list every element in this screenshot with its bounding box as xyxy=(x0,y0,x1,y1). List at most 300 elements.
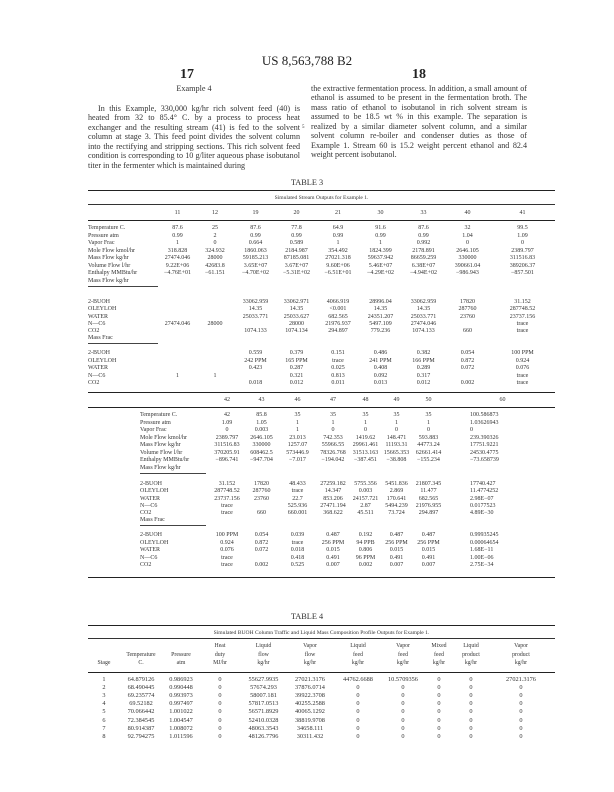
cell: 1 xyxy=(336,240,340,246)
cell: 87.6 xyxy=(418,225,429,231)
cell: 78326.768 xyxy=(320,449,346,456)
cell: 27471.194 xyxy=(320,502,346,509)
cell: 1.011596 xyxy=(169,732,193,740)
cell: 0 xyxy=(356,700,360,708)
cell: 0.487 xyxy=(421,532,436,538)
cell: −38.808 xyxy=(386,457,407,463)
cell xyxy=(195,327,235,335)
cell: 0.491 xyxy=(389,554,404,561)
cell: 3.65E+07 xyxy=(243,262,268,269)
cell: 5494.239 xyxy=(385,502,408,509)
column-number-right: 18 xyxy=(412,67,426,82)
cell: −4.94E+02 xyxy=(410,270,437,276)
cell: 30 xyxy=(377,210,384,216)
column-header xyxy=(162,643,200,650)
cell: 43 xyxy=(258,397,265,403)
cell: −4.70E+02 xyxy=(242,270,269,276)
cell: 0.018 xyxy=(290,547,305,554)
cell: 17751.9221 xyxy=(470,442,499,448)
cell: 0.418 xyxy=(290,554,305,561)
cell: 0.872 xyxy=(460,357,475,364)
column-header: Vapor xyxy=(514,643,528,649)
row-label: CO2 xyxy=(88,328,100,335)
cell: 25033.771 xyxy=(242,313,269,320)
row-label: WATER xyxy=(140,495,160,502)
cell: 0.013 xyxy=(373,380,388,386)
cell: 3.67E+07 xyxy=(284,262,309,269)
cell: 608462.5 xyxy=(250,449,273,456)
cell: 2646.105 xyxy=(250,434,273,441)
cell: 33062.959 xyxy=(242,299,269,305)
cell: 27259.182 xyxy=(320,481,346,487)
cell: 2646.105 xyxy=(456,247,479,254)
cell: 0 xyxy=(401,692,405,700)
column-header: atm xyxy=(176,660,186,666)
cell: 0.072 xyxy=(460,365,475,371)
cell: −7.017 xyxy=(289,457,306,463)
section-underline xyxy=(140,525,206,526)
cell: 165 PPM xyxy=(285,357,308,364)
table-row xyxy=(140,456,560,464)
cell: 33062.971 xyxy=(283,299,310,305)
cell: −6.51E+01 xyxy=(324,270,352,276)
block-divider-rule xyxy=(88,392,555,393)
cell: 0 xyxy=(356,716,360,724)
cell: 1.00E−06 xyxy=(470,554,494,561)
cell: 0.039 xyxy=(290,532,305,538)
cell: 330000 xyxy=(252,442,271,448)
cell: 0.487 xyxy=(389,532,404,538)
column-header: Vapor xyxy=(396,643,410,649)
cell: 24157.721 xyxy=(352,495,379,502)
cell: 0 xyxy=(437,700,441,708)
cell: 25033.627 xyxy=(283,313,310,320)
cell: 390661.04 xyxy=(454,262,481,269)
cell: trace xyxy=(221,502,233,509)
cell: 0.025 xyxy=(331,365,345,371)
cell: 55966.55 xyxy=(321,442,345,448)
cell: 40 xyxy=(464,210,471,216)
column-header xyxy=(88,643,120,650)
cell: 0 xyxy=(218,684,222,692)
row-label: 2-BUOH xyxy=(140,532,162,538)
cell: 0.072 xyxy=(254,547,269,554)
cell: 287760 xyxy=(458,306,477,313)
cell: 1.05 xyxy=(256,419,267,426)
row-label: Enthalpy MMBtu/hr xyxy=(88,270,138,276)
line-number: 5 xyxy=(302,125,305,130)
cell: 14.35 xyxy=(289,306,304,313)
row-label xyxy=(140,396,210,404)
cell: 59185.213 xyxy=(242,255,269,261)
row-label: WATER xyxy=(88,313,108,320)
cell: 287748.52 xyxy=(509,306,536,313)
cell: 324.932 xyxy=(205,247,225,254)
cell: 0 xyxy=(519,716,523,724)
header-rule xyxy=(88,220,555,221)
cell: 311516.83 xyxy=(509,255,536,261)
cell: 0 xyxy=(519,708,523,716)
cell: 0.0177523 xyxy=(470,502,496,509)
cell: 0 xyxy=(218,676,222,683)
cell: 46 xyxy=(294,397,301,403)
cell: 0 xyxy=(356,692,360,700)
column-header: Liquid xyxy=(463,643,479,649)
cell: 0.003 xyxy=(358,488,373,495)
cell: 287748.52 xyxy=(214,488,240,495)
cell: 39922.3708 xyxy=(295,692,325,700)
cell: 0 xyxy=(469,716,473,724)
cell: 60 xyxy=(499,397,506,403)
cell: 33062.959 xyxy=(410,299,437,305)
cell: 0.151 xyxy=(331,350,345,356)
cell: 0.486 xyxy=(373,350,388,356)
column-number-left: 17 xyxy=(180,67,194,82)
cell: 27021.318 xyxy=(325,255,351,261)
cell: 0 xyxy=(427,427,430,433)
cell: 96 PPM xyxy=(355,554,376,561)
column-header: feed xyxy=(398,651,408,658)
cell: trace xyxy=(291,539,304,546)
cell: 660.001 xyxy=(287,510,308,517)
cell: 1074.134 xyxy=(285,328,308,335)
table-3-caption: Simulated Stream Outputs for Example 1. xyxy=(274,195,369,201)
cell: 91.6 xyxy=(375,225,386,231)
cell: 0 xyxy=(521,240,524,246)
cell: 318.828 xyxy=(167,247,188,254)
column-header: flow xyxy=(304,651,316,658)
cell: 47 xyxy=(330,397,336,403)
cell: 660 xyxy=(257,510,266,517)
cell: 0.986923 xyxy=(169,676,193,683)
cell: 28996.04 xyxy=(369,299,392,305)
cell: 1.03626943 xyxy=(470,419,499,426)
cell: 2178.891 xyxy=(412,247,435,254)
column-header: Pressure xyxy=(171,651,191,658)
cell: 0.408 xyxy=(373,365,388,371)
cell: 0 xyxy=(469,708,473,716)
cell: 0 xyxy=(519,724,523,732)
cell: 0 xyxy=(331,427,335,433)
cell: 256 PPM xyxy=(385,539,408,546)
cell: 35 xyxy=(330,412,336,418)
column-header: Temperature xyxy=(126,651,156,658)
block2-header-rule xyxy=(88,407,555,408)
cell: 0.003 xyxy=(254,427,269,433)
column-header: kg/hr xyxy=(303,660,317,666)
cell: 24351.207 xyxy=(367,313,394,320)
cell: 0.379 xyxy=(289,350,304,356)
cell: 0.012 xyxy=(416,380,431,386)
cell: 1 xyxy=(331,419,335,426)
cell: 87.6 xyxy=(250,225,261,231)
cell: 0.924 xyxy=(515,357,530,364)
column-header: kg/hr xyxy=(351,660,365,666)
cell: 354.492 xyxy=(328,247,348,254)
row-label: OLEYLOH xyxy=(140,539,169,546)
section-underline xyxy=(140,473,206,474)
cell: 0.99 xyxy=(250,232,261,239)
cell: 5451.836 xyxy=(385,481,408,487)
cell: 0 xyxy=(437,676,441,683)
cell: 4066.919 xyxy=(326,299,350,305)
cell: 23760 xyxy=(460,313,475,320)
cell: 5 xyxy=(102,708,106,716)
column-header: kg/hr xyxy=(396,660,410,666)
section-underline xyxy=(88,286,158,287)
cell: 0.924 xyxy=(220,539,234,546)
cell: 6.38E+07 xyxy=(411,262,436,269)
cell: 28000 xyxy=(289,320,304,327)
cell: −947.704 xyxy=(250,457,273,463)
cell: 0 xyxy=(519,700,523,708)
table-row xyxy=(88,692,555,700)
cell: 0.990448 xyxy=(169,684,193,692)
cell: −986.943 xyxy=(456,270,479,276)
cell: 69.52182 xyxy=(129,700,153,708)
cell: 23737.156 xyxy=(214,495,240,502)
cell: 5755.356 xyxy=(354,481,377,487)
cell: 2.98E−07 xyxy=(470,495,494,502)
cell: −4.29E+02 xyxy=(367,270,394,276)
cell: 0.525 xyxy=(290,562,305,569)
cell: 25 xyxy=(212,225,218,231)
cell: 1419.62 xyxy=(355,434,376,441)
cell: 593.883 xyxy=(418,434,439,441)
cell: 77.8 xyxy=(291,225,302,231)
cell: 11 xyxy=(174,210,181,216)
example-heading: Example 4 xyxy=(176,84,212,93)
cell: 42683.8 xyxy=(205,262,225,269)
cell: trace xyxy=(516,380,529,386)
cell: 368.622 xyxy=(323,510,343,517)
cell: 99.5 xyxy=(517,225,528,231)
row-label: 2-BUOH xyxy=(88,299,110,305)
cell: 0.992 xyxy=(416,240,431,246)
cell: 0.423 xyxy=(248,365,263,371)
cell: 0.559 xyxy=(248,350,263,356)
cell: 0.015 xyxy=(421,547,436,554)
row-label: Temperature C. xyxy=(140,412,178,418)
row-label: CO2 xyxy=(140,510,152,517)
row-label: 2-BUOH xyxy=(88,350,110,356)
cell: 14.35 xyxy=(416,306,431,313)
table-row xyxy=(88,379,555,387)
cell: 11.477 xyxy=(420,488,437,495)
cell: 86659.259 xyxy=(410,255,437,261)
cell: 0 xyxy=(469,724,473,732)
column-header-line xyxy=(88,652,555,659)
cell: 57674.293 xyxy=(250,684,277,692)
left-paragraph: In this Example, 330,000 kg/hr rich solvent feed (40) is heated from 32 to 85.4° C. by a process to process heat exchanger and the resulting stream (41) is fed to the solvent column at stage 3. This feed point divides the solvent column into the rectifying and stripping sections. This rich solvent feed condition is corresponding to 10 g/liter aqueous phase isobutanol titer in the fermenter which is maintained during xyxy=(88,104,300,170)
cell: 0 xyxy=(218,708,222,716)
table-top-rule xyxy=(88,190,555,191)
cell: 0 xyxy=(218,732,222,740)
caption-rule xyxy=(88,204,555,205)
cell: 94 PPB xyxy=(356,539,375,546)
cell: 256 PPM xyxy=(417,539,440,546)
cell: 23760 xyxy=(254,495,269,502)
cell: 80.914387 xyxy=(127,724,155,732)
cell: 0.012 xyxy=(289,380,304,386)
cell: 35 xyxy=(362,412,369,418)
cell: 389206.37 xyxy=(509,262,536,269)
column-header xyxy=(88,652,120,659)
table-row xyxy=(88,733,555,741)
row-label: Pressure atm xyxy=(88,232,119,239)
row-label: Mass Flow kg/hr xyxy=(140,442,181,448)
table-top-rule xyxy=(88,625,555,626)
table-bottom-rule xyxy=(88,577,555,578)
cell: 0 xyxy=(356,732,360,740)
cell: 660 xyxy=(463,328,472,335)
cell: 28000 xyxy=(207,320,223,327)
cell: 682.565 xyxy=(328,313,348,320)
section-label: Mass Flow kg/hr xyxy=(140,465,181,471)
row-label: Pressure atm xyxy=(140,419,171,426)
cell: 0.076 xyxy=(515,365,530,371)
cell: 27021.3176 xyxy=(506,676,536,683)
row-label xyxy=(88,209,160,217)
column-header: kg/hr xyxy=(514,660,528,666)
cell: 27021.3176 xyxy=(295,676,325,683)
cell: 35 xyxy=(393,412,400,418)
section-label: Mass Flow kg/hr xyxy=(88,278,129,284)
cell: 1.004547 xyxy=(169,716,193,724)
cell: 44773.24 xyxy=(417,442,440,448)
cell: 2.75E−34 xyxy=(470,562,494,569)
cell: 1257.07 xyxy=(287,442,308,448)
cell: 0 xyxy=(213,240,217,246)
cell: 0 xyxy=(437,716,441,724)
row-label: N—C6 xyxy=(140,502,158,509)
cell: 8 xyxy=(102,732,106,740)
cell: 30311.432 xyxy=(296,732,324,740)
cell: 92.794275 xyxy=(127,732,155,740)
cell: 166 PPM xyxy=(412,357,435,364)
cell: 241 PPM xyxy=(369,357,392,364)
cell: 45.511 xyxy=(357,510,374,517)
cell: 2 xyxy=(102,684,106,692)
column-header: Heat xyxy=(214,643,226,649)
cell: 0.287 xyxy=(289,365,304,371)
cell: 0 xyxy=(218,700,222,708)
table-row xyxy=(88,684,555,692)
cell: 14.35 xyxy=(373,306,388,313)
row-label: Volume Flow l/hr xyxy=(88,262,131,269)
cell: 0 xyxy=(469,732,473,740)
cell: 20 xyxy=(293,210,300,216)
column-header: product xyxy=(462,651,480,658)
cell: 27474.046 xyxy=(164,320,191,327)
cell: 0.382 xyxy=(416,350,431,356)
cell: 24530.4775 xyxy=(470,449,499,456)
cell: 0 xyxy=(401,708,405,716)
cell: 0 xyxy=(437,708,441,716)
cell: 44762.6688 xyxy=(343,676,373,683)
cell: 779.236 xyxy=(370,328,391,335)
column-header: kg/hr xyxy=(464,660,478,666)
cell: 40255.2588 xyxy=(295,700,325,708)
cell: trace xyxy=(221,554,233,561)
cell: 48 xyxy=(362,397,369,403)
cell: 0.997497 xyxy=(169,700,193,708)
column-header xyxy=(120,643,162,650)
cell: 21976.937 xyxy=(325,320,351,327)
column-header: Vapor xyxy=(303,643,317,649)
section-underline xyxy=(88,343,158,344)
section-label: Mass Frac xyxy=(88,335,113,341)
cell: 0.007 xyxy=(421,562,436,569)
cell: 4.89E−30 xyxy=(470,510,494,517)
cell: 0 xyxy=(356,708,360,716)
column-header: flow xyxy=(258,651,269,658)
cell: 70.066442 xyxy=(127,708,155,716)
cell: 1 xyxy=(395,419,398,426)
cell: −5.31E+02 xyxy=(283,270,310,276)
cell: trace xyxy=(291,488,304,495)
cell: 0 xyxy=(469,692,473,700)
cell: 573446.9 xyxy=(286,449,309,456)
cell: 2 xyxy=(213,232,217,239)
row-label: N—C6 xyxy=(140,554,158,561)
cell: 0.664 xyxy=(248,240,263,246)
cell: 0 xyxy=(401,684,405,692)
cell: 239.390326 xyxy=(470,434,499,441)
cell: 17820 xyxy=(254,481,269,487)
cell: 0 xyxy=(225,427,229,433)
cell xyxy=(195,379,235,387)
cell: 21807.345 xyxy=(415,481,442,487)
table-row xyxy=(88,327,555,335)
cell: 0 xyxy=(469,700,473,708)
cell: 170.641 xyxy=(386,495,407,502)
cell: 0.99 xyxy=(375,232,386,239)
cell: 1 xyxy=(364,419,367,426)
column-header: feed xyxy=(434,651,444,658)
cell: 0.321 xyxy=(289,372,304,379)
cell: 9.60E+06 xyxy=(326,262,350,269)
cell: 73.724 xyxy=(388,510,405,517)
cell: 62661.414 xyxy=(415,449,442,456)
cell: 294.897 xyxy=(328,328,348,335)
table-row xyxy=(88,717,555,725)
table-row xyxy=(88,700,555,708)
cell: 0 xyxy=(401,716,405,724)
cell: 742.353 xyxy=(323,434,343,441)
cell: 0.806 xyxy=(358,547,373,554)
cell: 0 xyxy=(218,716,222,724)
cell: 2.87 xyxy=(360,502,371,509)
cell: trace xyxy=(221,562,233,569)
cell: 50 xyxy=(425,397,432,403)
cell: −155.234 xyxy=(417,457,440,463)
cell: 0.076 xyxy=(220,547,234,554)
cell: 311516.83 xyxy=(214,442,240,448)
cell: 1.04 xyxy=(462,232,473,239)
row-label: OLEYLOH xyxy=(88,306,117,313)
cell: 0 xyxy=(218,724,222,732)
cell: 0.015 xyxy=(326,547,340,554)
cell: −194.042 xyxy=(321,457,345,463)
cell: 0.491 xyxy=(326,554,340,561)
cell: −857.501 xyxy=(511,270,534,276)
cell: 34658.111 xyxy=(296,724,324,732)
cell: 0.092 xyxy=(373,372,388,379)
cell: 2.869 xyxy=(389,488,404,495)
column-header: product xyxy=(512,651,530,658)
row-label: N—C6 xyxy=(88,320,106,327)
